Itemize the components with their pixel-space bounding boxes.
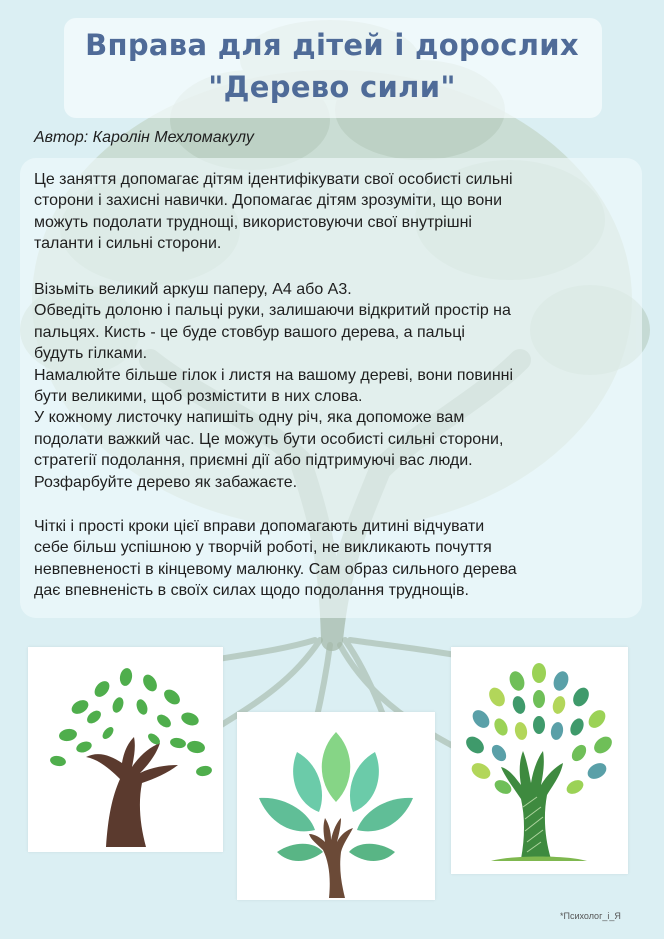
credit-text: *Психолог_і_Я <box>560 911 621 921</box>
text-line: Намалюйте більше гілок і листя на вашому дереві, вони повинні <box>34 366 514 384</box>
text-line: можуть подолати труднощі, використовуючи свої внутрішні <box>34 213 472 231</box>
text-line: У кожному листочку напишіть одну річ, яка допоможе вам <box>34 409 465 427</box>
text-line: Чіткі і прості кроки цієї вправи допомагають дитині відчувати <box>34 518 485 535</box>
text-line: пальцях. Кисть - це буде стовбур вашого дерева, а пальці <box>34 323 465 341</box>
hand-tree-image-2 <box>237 712 435 900</box>
text-line: Обведіть долоню і пальці руки, залишаючи відкритий простір на <box>34 302 511 320</box>
text-line: сторони і захисні навички. Допомагає дітям зрозуміти, що вони <box>34 192 503 210</box>
page-title: Вправа для дітей і дорослих <box>85 28 579 62</box>
text-line: Візьміть великий аркуш паперу, А4 або А3. <box>34 281 352 298</box>
text-line: подолати важкий час. Це можуть бути особисті сильні сторони, <box>34 430 504 448</box>
text-line: таланти і сильні сторони. <box>34 235 222 253</box>
steps-paragraph <box>34 279 630 493</box>
text-line: Це заняття допомагає дітям ідентифікувати свої особисті сильні <box>34 171 513 188</box>
page-subtitle: "Дерево сили" <box>208 70 456 104</box>
conclusion-paragraph <box>34 516 630 602</box>
text-line: бути великими, щоб розмістити в них слова. <box>34 388 363 406</box>
hand-tree-image-1 <box>28 647 223 852</box>
intro-paragraph <box>34 169 630 255</box>
hand-tree-image-3 <box>451 647 628 874</box>
author-line: Автор: Каролін Мехломакулу <box>34 129 254 146</box>
text-line: невпевненості в кінцевому малюнку. Сам образ сильного дерева <box>34 560 517 578</box>
text-line: дає впевненість в своїх силах щодо подолання труднощів. <box>34 582 469 600</box>
text-line: себе більш успішною у творчій роботі, не викликають почуття <box>34 539 492 557</box>
text-line: стратегії подолання, приємні дії або підтримуючі вас люди. <box>34 452 473 470</box>
text-line: Розфарбуйте дерево як забажаєте. <box>34 473 298 491</box>
text-line: будуть гілками. <box>34 345 148 363</box>
